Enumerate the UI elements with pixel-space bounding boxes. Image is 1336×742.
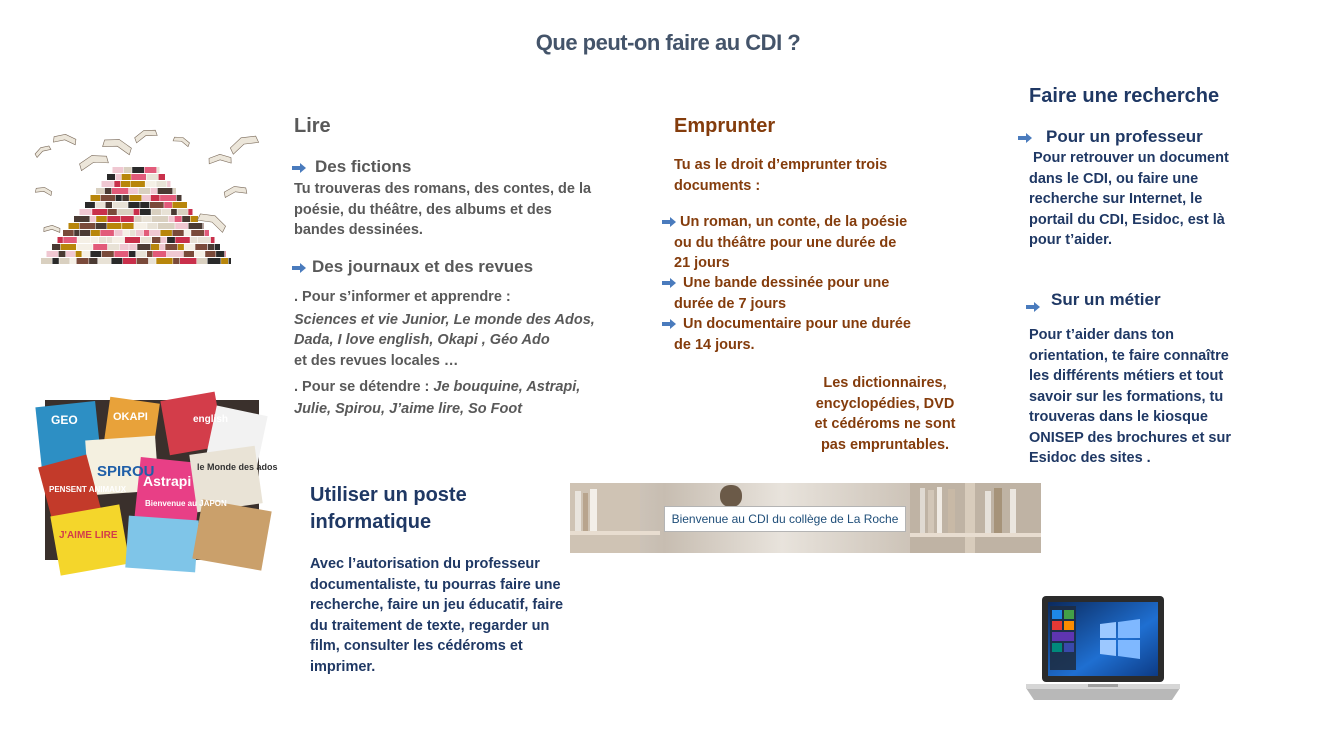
- emprunter-item: Une bande dessinée pour une durée de 7 jours: [662, 273, 889, 314]
- arrow-right-icon: [1026, 303, 1040, 311]
- emprunter-heading: Emprunter: [674, 115, 776, 137]
- metier-heading: Sur un métier: [1026, 290, 1161, 311]
- prof-heading: Pour un professeur: [1018, 127, 1203, 148]
- recherche-heading: Faire une recherche: [1029, 85, 1220, 107]
- prof-text: Pour retrouver un document dans le CDI, ou faire une recherche sur Internet, le portail du CDI, Esidoc, est là pour t’aider.: [1029, 150, 1229, 248]
- informer-text: . Pour s’informer et apprendre : Sciences et vie Junior, Le monde des Ados, Dada, I love english, Okapi , Géo Ado et des revues locales …: [294, 289, 595, 369]
- fictions-heading: Des fictions: [292, 157, 411, 178]
- arrow-right-icon: [292, 164, 306, 172]
- arrow-right-icon: [662, 218, 676, 226]
- arrow-right-icon: [662, 279, 676, 287]
- magazine-label: OKAPI: [113, 411, 148, 423]
- magazine-label: SPIROU: [97, 463, 155, 480]
- magazine-label: J'AIME LIRE: [59, 530, 118, 541]
- cdi-banner-image: [570, 483, 1041, 553]
- magazine-label: Astrapi: [143, 473, 192, 489]
- laptop-image: [1022, 592, 1184, 704]
- arrow-right-icon: [292, 264, 306, 272]
- emprunter-item: Un documentaire pour une durée de 14 jours.: [662, 314, 911, 355]
- magazine-label: english: [193, 414, 229, 425]
- books-pile-image: [24, 130, 249, 263]
- magazine-label: GEO: [51, 413, 78, 427]
- magazine-label: le Monde des ados: [197, 462, 278, 472]
- magazine-label: Bienvenue au JAPON: [145, 499, 227, 508]
- metier-text: Pour t’aider dans ton orientation, te faire connaître les différents métiers et tout savoir sur les formations, tu trouveras dans le kiosque ONISEP des brochures et sur Esidoc des sites .: [1029, 327, 1231, 466]
- poste-heading: Utiliser un poste informatique: [310, 484, 467, 533]
- lire-heading: Lire: [294, 115, 331, 137]
- detendre-text: . Pour se détendre : Je bouquine, Astrapi, Julie, Spirou, J’aime lire, So Foot: [294, 379, 581, 417]
- magazines-image: [45, 400, 278, 560]
- magazine-label: PENSENT ANIMAUX: [49, 485, 127, 494]
- page-title: Que peut-on faire au CDI ?: [535, 30, 801, 55]
- poste-text: Avec l’autorisation du professeur documentaliste, tu pourras faire une recherche, faire un jeu éducatif, faire du traitement de texte, regarder un film, consulter les cédéroms et imprimer.: [310, 556, 564, 675]
- arrow-right-icon: [1018, 134, 1032, 142]
- banner-welcome-text: Bienvenue au CDI du collège de La Roche: [664, 506, 906, 532]
- fictions-text: Tu trouveras des romans, des contes, de la poésie, du théâtre, des albums et des bandes dessinées.: [294, 181, 592, 238]
- emprunter-intro: Tu as le droit d’emprunter trois documents :: [674, 157, 888, 194]
- arrow-right-icon: [662, 320, 676, 328]
- emprunter-note: Les dictionnaires, encyclopédies, DVD et cédéroms ne sont pas empruntables.: [814, 375, 956, 453]
- emprunter-item: Un roman, un conte, de la poésie ou du théâtre pour une durée de 21 jours: [662, 212, 907, 274]
- journaux-heading: Des journaux et des revues: [292, 257, 533, 278]
